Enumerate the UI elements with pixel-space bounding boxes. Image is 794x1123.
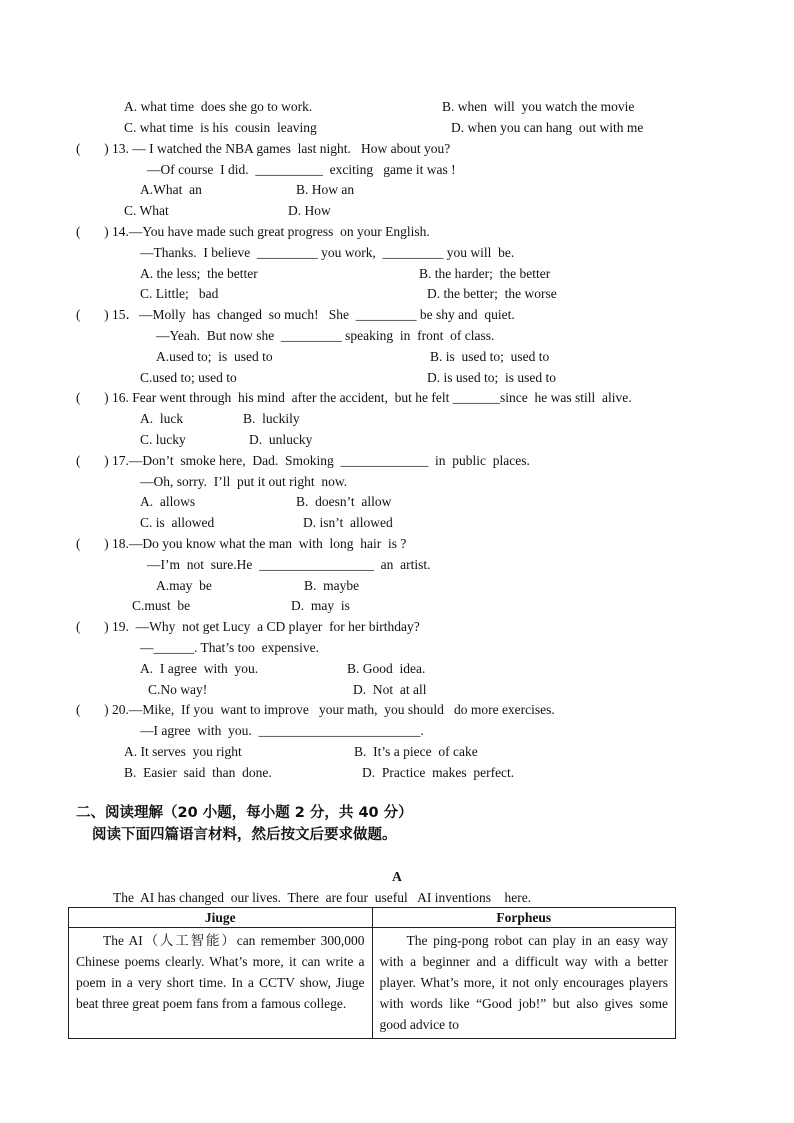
question-13: ( ) 13. — I watched the NBA games last night. How about you? bbox=[76, 141, 451, 156]
question-17-option-a: A. allows bbox=[140, 494, 196, 509]
question-20-option-b: B. It’s a piece of cake bbox=[354, 744, 478, 759]
question-14-option-b: B. the harder; the better bbox=[419, 266, 551, 281]
question-13-option-c: C. What bbox=[124, 203, 169, 218]
question-15-option-a: A.used to; is used to bbox=[156, 349, 273, 364]
question-16-option-a: A. luck bbox=[140, 411, 184, 426]
passage-intro: The AI has changed our lives. There are four useful AI inventions here. bbox=[113, 890, 532, 905]
question-17-option-b: B. doesn’t allow bbox=[296, 494, 392, 509]
option-d: D. when you can hang out with me bbox=[451, 120, 644, 135]
question-14: ( ) 14.—You have made such great progress on your English. bbox=[76, 224, 430, 239]
question-20-option-d: D. Practice makes perfect. bbox=[362, 765, 515, 780]
question-15-option-d: D. is used to; is used to bbox=[427, 370, 557, 385]
question-18-reply: —I’m not sure.He _________________ an artist. bbox=[147, 557, 431, 572]
question-18: ( ) 18.—Do you know what the man with long hair is ? bbox=[76, 536, 407, 551]
question-19-option-c: C.No way! bbox=[148, 682, 208, 697]
question-15-option-b: B. is used to; used to bbox=[430, 349, 550, 364]
question-17-option-c: C. is allowed bbox=[140, 515, 215, 530]
question-13-option-a: A.What an bbox=[140, 182, 202, 197]
question-19-option-b: B. Good idea. bbox=[347, 661, 426, 676]
question-13-option-d: D. How bbox=[288, 203, 331, 218]
question-14-option-c: C. Little; bad bbox=[140, 286, 219, 301]
question-20-option-a: A. It serves you right bbox=[124, 744, 242, 759]
question-20: ( ) 20.—Mike, If you want to improve your math, you should do more exercises. bbox=[76, 702, 555, 717]
question-16-option-c: C. lucky bbox=[140, 432, 186, 447]
option-c: C. what time is his cousin leaving bbox=[124, 120, 317, 135]
question-18-option-a: A.may be bbox=[156, 578, 212, 593]
question-19-option-d: D. Not at all bbox=[353, 682, 427, 697]
section-instruction: 阅读下面四篇语言材料，然后按文后要求做题。 bbox=[92, 827, 397, 843]
ai-inventions-table bbox=[68, 907, 676, 1039]
question-13-reply: —Of course I did. __________ exciting game it was ! bbox=[147, 162, 456, 177]
table-cell-forpheus: The ping-pong robot can play in an easy way with a beginner and a difficult way with a better player. What’s more, it not only encourages players with words like “Good job!” but also gives some good advice to bbox=[372, 928, 676, 1039]
question-20-option-c: B. Easier said than done. bbox=[124, 765, 272, 780]
question-15: ( ) 15．—Molly has changed so much! She _________ be shy and quiet. bbox=[76, 307, 515, 322]
question-15-reply: —Yeah. But now she _________ speaking in front of class. bbox=[156, 328, 495, 343]
question-19: ( ) 19. —Why not get Lucy a CD player for her birthday? bbox=[76, 619, 420, 634]
question-18-option-c: C.must be bbox=[132, 598, 191, 613]
option-a: A. what time does she go to work. bbox=[124, 99, 313, 114]
question-18-option-b: B. maybe bbox=[304, 578, 360, 593]
question-16-option-b: B. luckily bbox=[243, 411, 300, 426]
question-16: ( ) 16. Fear went through his mind after the accident, but he felt _______since he was still alive. bbox=[76, 390, 632, 405]
question-13-option-b: B. How an bbox=[296, 182, 355, 197]
question-14-option-d: D. the better; the worse bbox=[427, 286, 557, 301]
question-17: ( ) 17.—Don’t smoke here, Dad. Smoking _____________ in public places. bbox=[76, 453, 530, 468]
question-20-reply: —I agree with you. ________________________. bbox=[140, 723, 424, 738]
question-14-option-a: A. the less; the better bbox=[140, 266, 258, 281]
question-18-option-d: D. may is bbox=[291, 598, 350, 613]
table-header-jiuge: Jiuge bbox=[69, 908, 373, 928]
table-header-forpheus: Forpheus bbox=[372, 908, 676, 928]
option-b: B. when will you watch the movie bbox=[442, 99, 635, 114]
question-19-option-a: A. I agree with you. bbox=[140, 661, 259, 676]
question-17-reply: —Oh, sorry. I’ll put it out right now. bbox=[140, 474, 348, 489]
question-17-option-d: D. isn’t allowed bbox=[303, 515, 393, 530]
passage-label: A bbox=[392, 869, 402, 884]
question-19-reply: —______. That’s too expensive. bbox=[140, 640, 319, 655]
section-title: 二、阅读理解（20 小题，每小题 2 分，共 40 分） bbox=[76, 805, 413, 821]
table-cell-jiuge: The AI（人工智能）can remember 300,000 Chinese poems clearly. What’s more, it can write a poem in a very short time. In a CCTV show, Jiuge beat three great poem fans from a famous college. bbox=[69, 928, 373, 1039]
question-14-reply: —Thanks. I believe _________ you work, _________ you will be. bbox=[140, 245, 515, 260]
question-15-option-c: C.used to; used to bbox=[140, 370, 237, 385]
question-16-option-d: D. unlucky bbox=[249, 432, 313, 447]
